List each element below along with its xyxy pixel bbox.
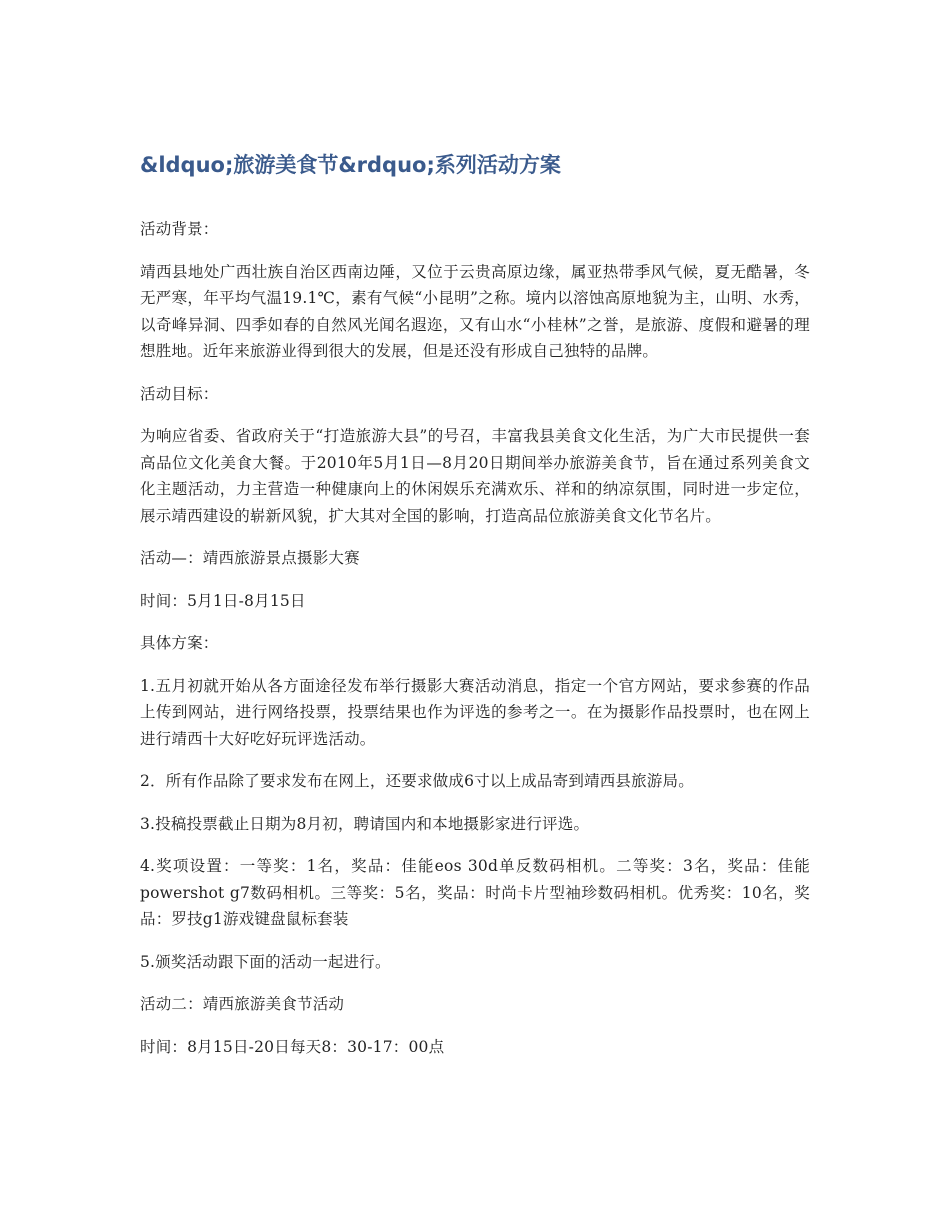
- background-paragraph: 靖西县地处广西壮族自治区西南边陲，又位于云贵高原边缘，属亚热带季风气候，夏无酷暑，冬无严寒，年平均气温19.1℃，素有气候“小昆明”之称。境内以溶蚀高原地貌为主，山明、水秀，以奇峰异洞、四季如春的自然风光闻名遐迩，又有山水“小桂林”之誉，是旅游、度假和避暑的理想胜地。近年来旅游业得到很大的发展，但是还没有形成自己独特的品牌。: [140, 262, 810, 360]
- plan-heading: 具体方案：: [140, 634, 219, 652]
- section-heading-background: 活动背景：: [140, 220, 219, 238]
- plan-item-5: 5.颁奖活动跟下面的活动一起进行。: [140, 952, 391, 971]
- plan-item-2: 2．所有作品除了要求发布在网上，还要求做成6寸以上成品寄到靖西县旅游局。: [140, 772, 694, 790]
- document-page: [140, 150, 810, 1076]
- section-heading-goal: 活动目标：: [140, 384, 219, 403]
- document-title: &ldquo;旅游美食节&rdquo;系列活动方案: [140, 153, 561, 177]
- plan-item-3: 3.投稿投票截止日期为8月初，聘请国内和本地摄影家进行评选。: [140, 814, 590, 833]
- activity-one-heading: 活动—：靖西旅游景点摄影大赛: [140, 549, 360, 567]
- goal-paragraph: 为响应省委、省政府关于“打造旅游大县”的号召，丰富我县美食文化生活，为广大市民提供一套高品位文化美食大餐。于2010年5月1日—8月20日期间举办旅游美食节，旨在通过系列美食文化主题活动，力主营造一种健康向上的休闲娱乐充满欢乐、祥和的纳凉氛围，同时进一步定位，展示靖西建设的崭新风貌，扩大其对全国的影响，打造高品位旅游美食文化节名片。: [140, 427, 810, 525]
- activity-one-time: 时间：5月1日-8月15日: [140, 591, 306, 610]
- activity-two-time: 时间：8月15日-20日每天8：30-17：00点: [140, 1037, 445, 1056]
- plan-item-1: 1.五月初就开始从各方面途径发布举行摄影大赛活动消息，指定一个官方网站，要求参赛的作品上传到网站，进行网络投票，投票结果也作为评选的参考之一。在为摄影作品投票时，也在网上进行靖西十大好吃好玩评选活动。: [140, 676, 810, 748]
- plan-item-4: 4.奖项设置：一等奖：1名，奖品：佳能eos 30d单反数码相机。二等奖：3名，奖品：佳能powershot g7数码相机。三等奖：5名，奖品：时尚卡片型袖珍数码相机。优秀奖：10名，奖品：罗技g1游戏键盘鼠标套装: [140, 857, 810, 928]
- activity-two-heading: 活动二：靖西旅游美食节活动: [140, 995, 345, 1013]
